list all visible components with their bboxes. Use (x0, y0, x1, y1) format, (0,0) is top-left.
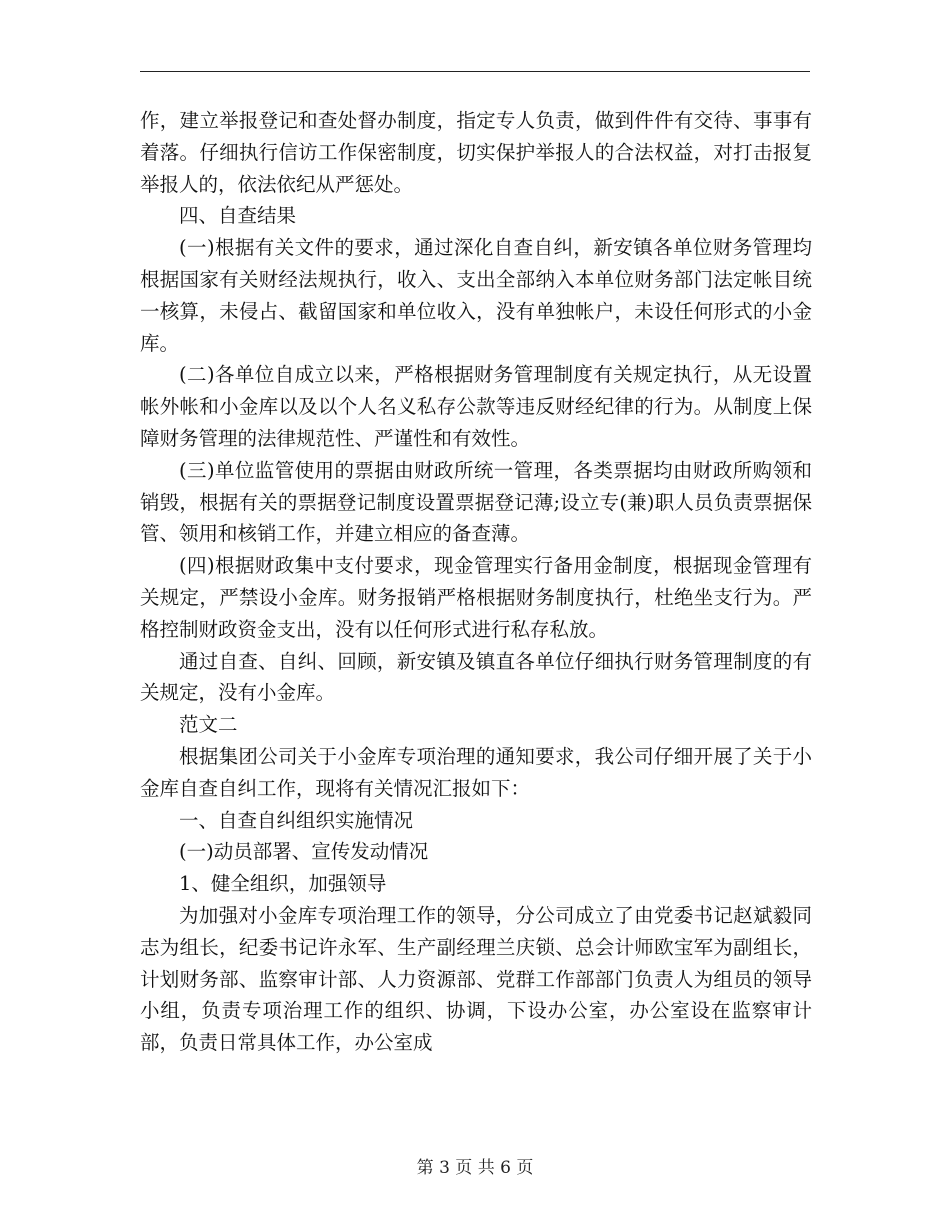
paragraph-conclusion: 通过自查、自纠、回顾，新安镇及镇直各单位仔细执行财务管理制度的有关规定，没有小金库。 (140, 649, 812, 705)
paragraph-item-4: (四)根据财政集中支付要求，现金管理实行备用金制度，根据现金管理有关规定，严禁设小金库。财务报销严格根据财务制度执行，杜绝坐支行为。严格控制财政资金支出，没有以任何形式进行私存私放。 (140, 554, 812, 641)
sample-heading: 范文二 (179, 713, 238, 737)
subsection-heading-mobilization: (一)动员部署、宣传发动情况 (179, 840, 429, 864)
page-number: 第 3 页 共 6 页 (416, 1158, 534, 1178)
header-rule (140, 71, 810, 72)
paragraph-item-1: (一)根据有关文件的要求，通过深化自查自纠，新安镇各单位财务管理均根据国家有关财经法规执行，收入、支出全部纳入本单位财务部门法定帐目统一核算，未侵占、截留国家和单位收入，没有单独帐户，未设任何形式的小金库。 (140, 236, 812, 355)
paragraph-intro: 根据集团公司关于小金库专项治理的通知要求，我公司仔细开展了关于小金库自查自纠工作，现将有关情况汇报如下： (140, 744, 812, 800)
item-heading-leadership: 1、健全组织，加强领导 (179, 872, 387, 896)
section-heading-organization: 一、自查自纠组织实施情况 (179, 808, 414, 832)
paragraph-item-3: (三)单位监管使用的票据由财政所统一管理，各类票据均由财政所购领和销毁，根据有关的票据登记制度设置票据登记薄;设立专(兼)职人员负责票据保管、领用和核销工作，并建立相应的备查薄。 (140, 458, 812, 546)
paragraph-item-2: (二)各单位自成立以来，严格根据财务管理制度有关规定执行，从无设置帐外帐和小金库以及以个人名义私存公款等违反财经纪律的行为。从制度上保障财务管理的法律规范性、严谨性和有效性。 (140, 363, 812, 450)
document-body (140, 105, 812, 1059)
paragraph-continuation: 作，建立举报登记和查处督办制度，指定专人负责，做到件件有交待、事事有着落。仔细执行信访工作保密制度，切实保护举报人的合法权益，对打击报复举报人的，依法依纪从严惩处。 (140, 109, 812, 196)
section-heading-self-check-results: 四、自查结果 (179, 204, 297, 228)
paragraph-leadership-group: 为加强对小金库专项治理工作的领导，分公司成立了由党委书记赵斌毅同志为组长，纪委书记许永军、生产副经理兰庆锁、总会计师欧宝军为副组长，计划财务部、监察审计部、人力资源部、党群工作部部门负责人为组员的领导小组，负责专项治理工作的组织、协调，下设办公室，办公室设在监察审计部，负责日常具体工作，办公室成 (140, 903, 812, 1055)
